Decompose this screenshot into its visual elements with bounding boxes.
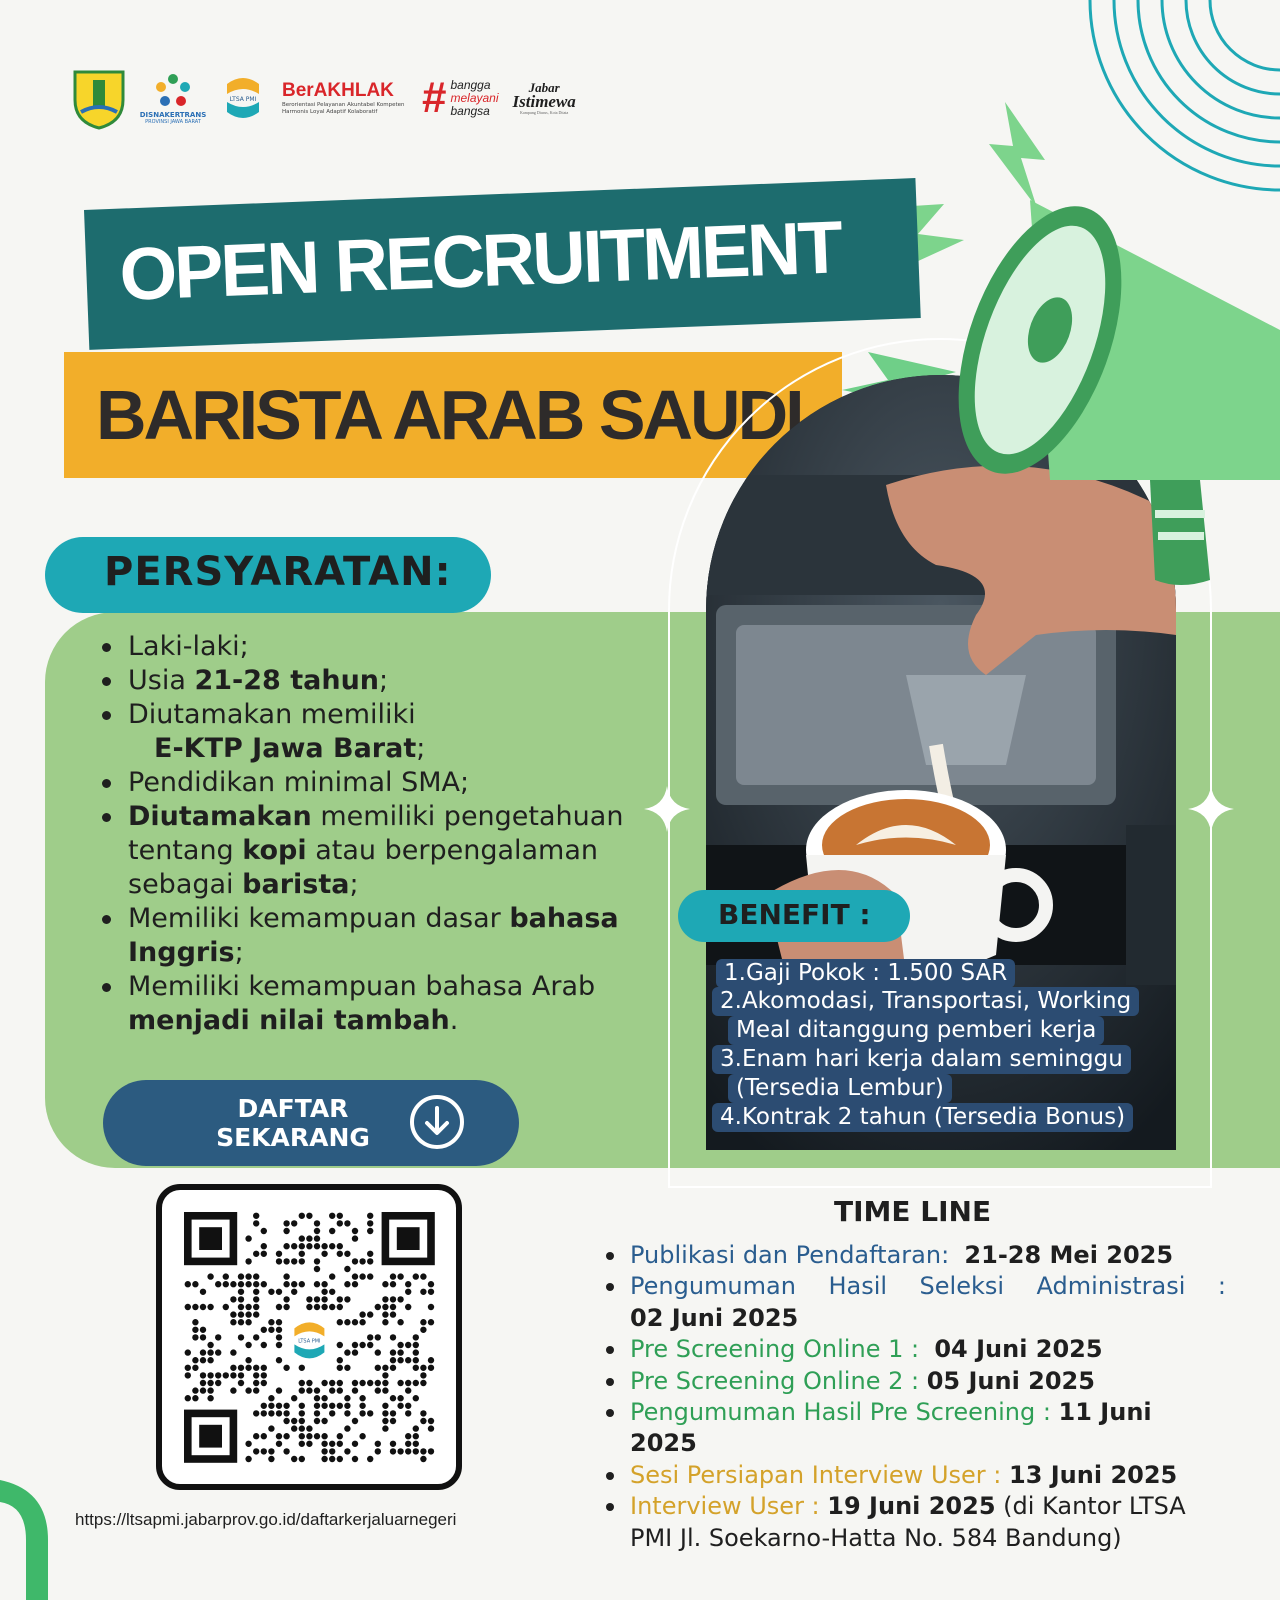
bangga-word-3: bangsa [450,103,490,118]
megaphone-icon [940,180,1280,620]
title-line-2: BARISTA ARAB SAUDI [96,376,802,454]
register-button-label[interactable]: DAFTAR SEKARANG [216,1094,370,1152]
registration-url[interactable]: https://ltsapmi.jabarprov.go.id/daftarkerjaluarnegeri [75,1510,457,1529]
berakhlak-sub: Berorientasi Pelayanan Akuntabel Kompeten Harmonis Loyal Adaptif Kolaboratif [282,102,405,115]
benefit-line: 1.Gaji Pokok : 1.500 SAR [716,959,1015,988]
timeline-item: Publikasi dan Pendaftaran: 21-28 Mei 2025 [604,1240,1226,1271]
title-line-1: OPEN RECRUITMENT [118,205,842,316]
istimewa-word: Istimewa [512,91,576,111]
qr-code[interactable] [156,1184,462,1490]
jabar-istimewa-logo [512,79,576,115]
berakhlak-logo [282,80,408,116]
list-item: Diutamakan memiliki E-KTP Jawa Barat; [100,698,660,766]
benefit-heading: BENEFIT : [718,898,871,931]
svg-text:LTSA PMI: LTSA PMI [229,96,257,103]
benefit-line: Meal ditanggung pemberi kerja [728,1016,1104,1045]
disnakertrans-sub: PROVINSI JAWA BARAT [145,119,201,125]
benefit-line: 4.Kontrak 2 tahun (Tersedia Bonus) [712,1103,1133,1132]
list-item: Memiliki kemampuan dasar bahasa Inggris; [100,902,660,970]
list-item: Diutamakan memiliki pengetahuan tentang kopi atau berpengalaman sebagai barista; [100,800,660,902]
benefit-line: (Tersedia Lembur) [728,1074,952,1103]
download-arrow-icon[interactable] [409,1094,465,1150]
list-item: Usia 21-28 tahun; [100,664,660,698]
timeline-item: Pre Screening Online 1 : 04 Juni 2025 [604,1334,1226,1365]
timeline-item: Sesi Persiapan Interview User : 13 Juni 2025 [604,1460,1226,1491]
list-item: Laki-laki; [100,630,660,664]
requirements-list [100,630,660,1038]
disnakertrans-icon [139,66,207,130]
bangga-melayani-logo [422,73,499,122]
timeline-list [604,1240,1226,1554]
crest-icon [70,66,128,130]
qr-code-icon [162,1190,456,1484]
timeline-title: TIME LINE [834,1195,992,1228]
decorative-corner [0,1480,50,1600]
requirements-heading: PERSYARATAN: [104,549,452,595]
timeline-item: Pre Screening Online 2 : 05 Juni 2025 [604,1366,1226,1397]
list-item: Pendidikan minimal SMA; [100,766,660,800]
jabar-tagline: Kampung Diurus, Kota Ditata [520,109,569,115]
timeline-item: Pengumuman Hasil Seleksi Administrasi : 02 Juni 2025 [604,1271,1226,1334]
bangga-hash: # [422,73,447,122]
sparkle-icon [1188,786,1234,832]
timeline-item: Interview User : 19 Juni 2025 (di Kantor LTSA PMI Jl. Soekarno-Hatta No. 584 Bandung) [604,1491,1226,1554]
benefit-line: 3.Enam hari kerja dalam seminggu [712,1045,1131,1074]
berakhlak-label: BerAKHLAK [282,80,394,101]
bangga-word-2: melayani [450,90,499,105]
logo-row [70,66,576,130]
timeline-item: Pengumuman Hasil Pre Screening : 11 Juni 2025 [604,1397,1226,1460]
ltsa-icon [218,73,268,123]
disnakertrans-label: DISNAKERTRANS [139,111,207,119]
benefit-line: 2.Akomodasi, Transportasi, Working [712,987,1139,1016]
bangga-word-1: bangga [450,77,491,92]
jabar-word: Jabar [528,79,560,95]
list-item: Memiliki kemampuan bahasa Arab menjadi nilai tambah. [100,970,660,1038]
qr-center-label: LTSA PMI [298,1338,321,1345]
